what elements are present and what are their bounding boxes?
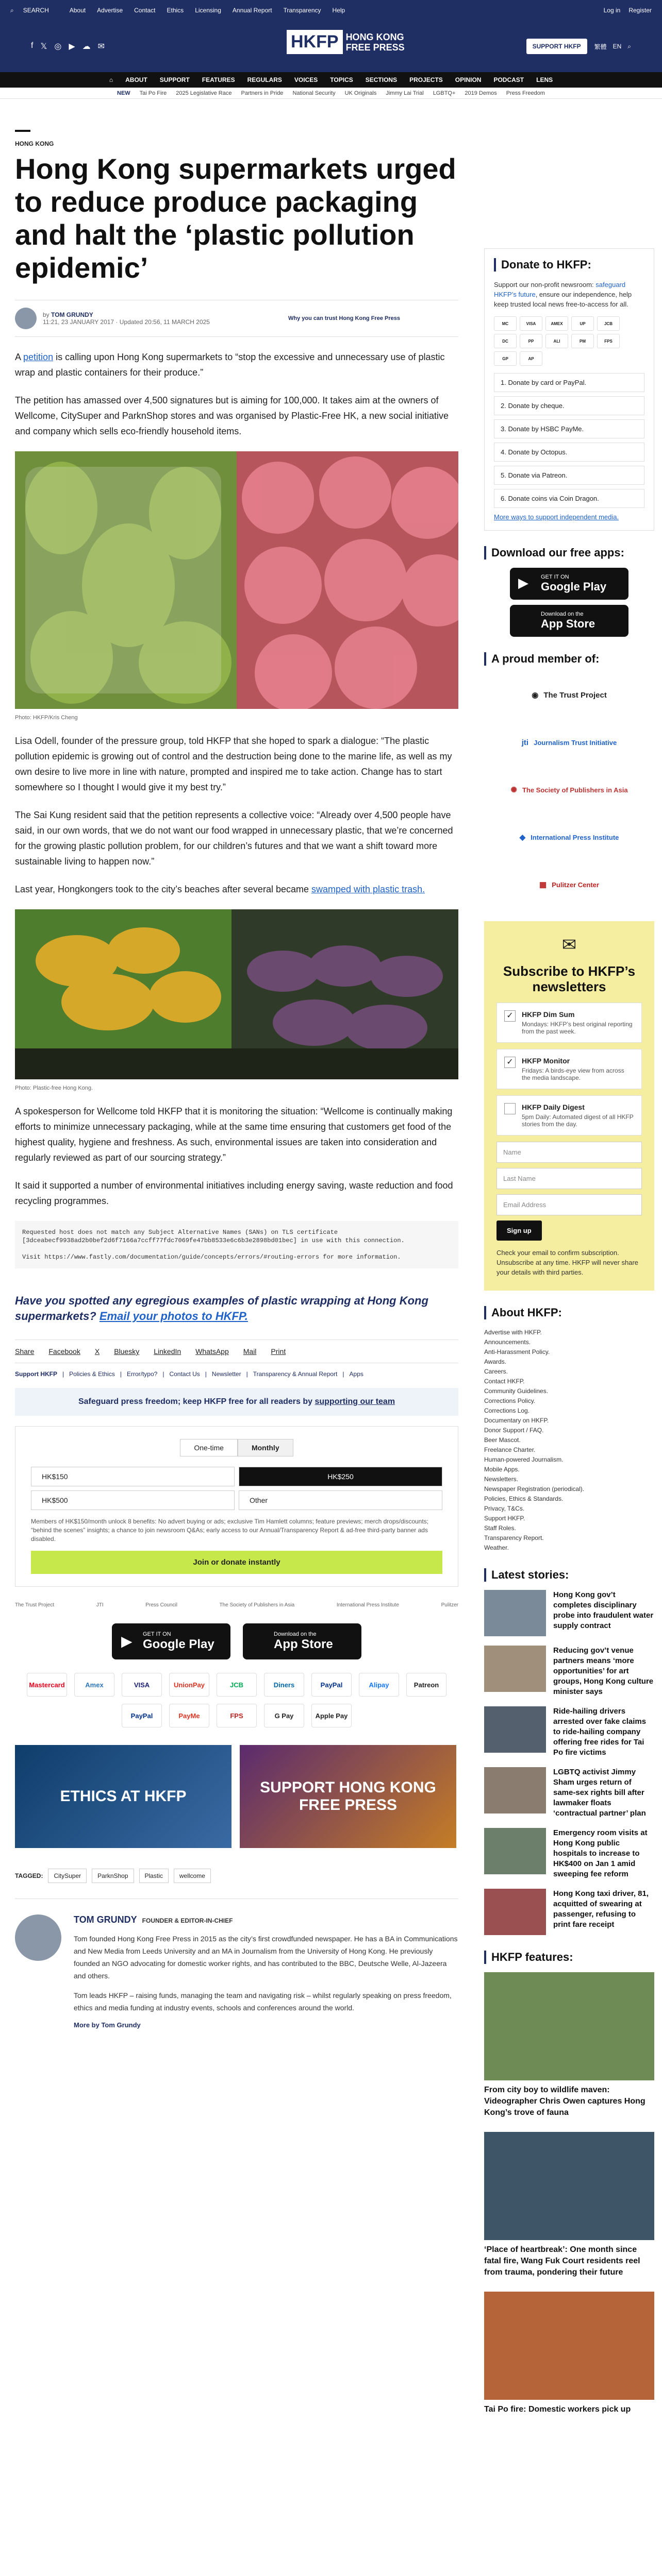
join-donate-button[interactable]: Join or donate instantly [31, 1551, 442, 1574]
support-banner[interactable]: SUPPORT HONG KONG FREE PRESS [240, 1745, 456, 1848]
membership-note: Members of HK$150/month unlock 8 benefits: No advert buying or ads; exclusive Tim Hamlett columns; feature previews; merch drops/discounts; “behind the scenes” insights; a chance to join newsroom Q&As; early access to our Annual/Transparency Report & ad-free third-party banner ads disabled. [31, 1518, 429, 1543]
site-logo[interactable] [287, 30, 405, 54]
about-link[interactable]: Weather. [484, 1544, 509, 1551]
payment-logo: FPS [217, 1704, 257, 1727]
petition-link[interactable]: petition [23, 352, 54, 362]
author-bio [15, 1899, 458, 2029]
safeguard-link[interactable]: safeguard HKFP’s future [494, 281, 626, 298]
trust-project-logo[interactable]: The Trust Project [15, 1602, 55, 1608]
donate-banner: Safeguard press freedom; keep HKFP free for all readers by supporting our team [15, 1388, 458, 1416]
byline: by TOM GRUNDY 11:21, 23 JANUARY 2017 · Updated 20:56, 11 MARCH 2025 Why you can trust Hong Kong Free Press [15, 300, 458, 337]
latest-stories [484, 1590, 654, 1935]
payment-logo: G Pay [264, 1704, 304, 1727]
topbar-link-about[interactable]: About [69, 7, 86, 14]
trending-item[interactable]: 2025 Legislative Race [176, 90, 232, 96]
policy-link[interactable]: Newsletter [211, 1370, 241, 1378]
story-thumbnail[interactable] [484, 1828, 546, 1874]
card-logo: AP [520, 351, 542, 366]
payment-logo: VISA [122, 1673, 162, 1697]
card-logo: FPS [597, 334, 620, 348]
youtube-icon[interactable]: ▶ [69, 42, 75, 51]
vegetables-photo [15, 909, 458, 1091]
payment-logo: Mastercard [27, 1673, 67, 1697]
card-logo: PM [571, 334, 594, 348]
paragraph: A spokesperson for Wellcome told HKFP that it is monitoring the situation: “Wellcome is continually making efforts to minimize unnecessary packaging, while at the same time ensuring that customers get food of the highest quality, hygiene and freshness. As such, environmental issues are taken into consideration and regularly reviewed as part of our sourcing strategy.” [15, 1106, 453, 1163]
share-print[interactable]: Print [271, 1347, 286, 1355]
paragraph: A petition is calling upon Hong Kong supermarkets to “stop the excessive and unnecessary use of plastic wrap and plastic containers for their produce.” [15, 352, 445, 378]
share-linkedin[interactable]: LinkedIn [154, 1347, 181, 1355]
about-link[interactable]: Transparency Report. [484, 1534, 544, 1541]
feature-story[interactable]: ‘Place of heartbreak’: One month since fatal fire, Wang Fuk Court residents reel from trauma, pondering their future [484, 2132, 654, 2278]
tag[interactable]: ParknShop [92, 1869, 134, 1883]
amount-options [31, 1467, 442, 1510]
topbar-link-contact[interactable]: Contact [134, 7, 156, 14]
newsletter-box [484, 921, 654, 1291]
member-logos-row [15, 1602, 458, 1608]
top-utility-bar [0, 0, 662, 21]
payment-logo: Patreon [406, 1673, 446, 1697]
plastic-wrapped-produce-image [15, 451, 458, 709]
nav-voices[interactable]: VOICES [294, 76, 318, 83]
login-link[interactable]: Log in [603, 7, 621, 14]
nav-about[interactable]: ABOUT [125, 76, 147, 83]
article [15, 130, 458, 2029]
policy-link[interactable]: Policies & Ethics [69, 1370, 115, 1378]
story-thumbnail[interactable] [484, 1889, 546, 1935]
more-by-author-link[interactable]: More by Tom Grundy [74, 2021, 141, 2029]
call-to-action: Have you spotted any egregious examples of plastic wrapping at Hong Kong supermarkets? Email your photos to HKFP. [15, 1294, 428, 1323]
lang-en-link[interactable]: EN [613, 43, 622, 50]
donation-widget [15, 1426, 458, 1587]
checkbox-checked[interactable]: ✓ [504, 1057, 516, 1068]
publish-date: 11:21, 23 JANUARY 2017 [43, 318, 114, 326]
trending-item[interactable]: Tai Po Fire [139, 90, 167, 96]
policy-link[interactable]: Support HKFP [15, 1370, 57, 1378]
newsletter-option[interactable]: HKFP Daily Digest 5pm Daily: Automated digest of all HKFP stories from the day. [496, 1095, 642, 1136]
embed-error-box: Requested host does not match any Subject Alternative Names (SANs) on TLS certificate [3dceabecf9938ad2b0bef2d6f7166a7ccff77fdc7069fe47bb8533e6c6b3e2898bd01bec] in use with this connection. Visit https://www.fastly.com/documentation/guide/concepts/errors/#routing-errors for more information. [15, 1221, 458, 1268]
support-team-link[interactable]: supporting our team [315, 1397, 395, 1406]
trending-item[interactable]: 2019 Demos [465, 90, 497, 96]
logo-line2: FREE PRESS [345, 42, 405, 53]
facebook-icon[interactable]: f [31, 41, 34, 50]
jti-icon: jti [521, 738, 529, 747]
nav-projects[interactable]: PROJECTS [409, 76, 443, 83]
feature-story[interactable]: From city boy to wildlife maven: Videographer Chris Owen captures Hong Kong’s trove of fauna [484, 1972, 654, 2119]
latest-story[interactable]: LGBTQ activist Jimmy Sham urges return of same-sex rights bill after lawmaker floats ‘contractual partner’ plan [484, 1767, 654, 1819]
about-link[interactable]: Human-powered Journalism. [484, 1456, 564, 1463]
trust-project-icon: ◉ [532, 691, 539, 700]
register-link[interactable]: Register [628, 7, 652, 14]
donate-widget [484, 248, 654, 531]
author-bio-role: FOUNDER & EDITOR-IN-CHIEF [142, 1917, 233, 1924]
tag[interactable]: Plastic [139, 1869, 169, 1883]
about-link[interactable]: Community Guidelines. [484, 1387, 549, 1395]
latest-story[interactable]: Hong Kong taxi driver, 81, acquitted of swearing at passenger, refusing to print fare receipt [484, 1889, 654, 1935]
wrapped-vegetables-image [15, 909, 458, 1079]
latest-story[interactable]: Emergency room visits at Hong Kong public hospitals to increase to HK$400 on Jan 1 amid sweeping fee reform [484, 1828, 654, 1879]
frequency-toggle [31, 1439, 442, 1456]
donate-option[interactable]: 5. Donate via Patreon. [494, 466, 644, 485]
policy-link[interactable]: Error/typo? [126, 1370, 158, 1378]
one-time-toggle[interactable]: One-time [180, 1439, 238, 1456]
amount-option[interactable]: HK$150 [31, 1467, 235, 1486]
logo-mark: HKFP [287, 30, 343, 54]
donate-option[interactable]: 6. Donate coins via Coin Dragon. [494, 489, 644, 508]
ethics-banner[interactable]: ETHICS AT HKFP [15, 1745, 231, 1848]
topbar-link-advertise[interactable]: Advertise [97, 7, 123, 14]
payment-logo: Amex [74, 1673, 114, 1697]
email-photos-link[interactable]: Email your photos to HKFP. [99, 1310, 248, 1323]
donate-options [494, 373, 644, 508]
trending-item[interactable]: UK Originals [344, 90, 377, 96]
donate-title: Donate to HKFP: [494, 258, 644, 272]
logo-line1: HONG KONG [345, 31, 404, 42]
author-bio-avatar[interactable] [15, 1914, 61, 1961]
donate-option[interactable]: 1. Donate by card or PayPal. [494, 373, 644, 392]
latest-title: Latest stories: [484, 1568, 654, 1582]
email-input[interactable]: Email Address [496, 1194, 642, 1215]
sign-up-button[interactable]: Sign up [496, 1221, 542, 1241]
support-hkfp-button[interactable]: SUPPORT HKFP [526, 39, 587, 54]
card-logo: GP [494, 351, 517, 366]
apps-title: Download our free apps: [484, 546, 654, 560]
about-link[interactable]: Mobile Apps. [484, 1466, 520, 1473]
payment-logo: Apple Pay [311, 1704, 352, 1727]
topbar-link-annual-report[interactable]: Annual Report [232, 7, 272, 14]
jti-logo[interactable]: JTI [96, 1602, 104, 1608]
about-link[interactable]: Contact HKFP. [484, 1378, 525, 1385]
updated-date: Updated 20:56, 11 MARCH 2025 [119, 318, 210, 326]
amount-option[interactable]: HK$500 [31, 1490, 235, 1510]
policy-link[interactable]: Apps [349, 1370, 363, 1378]
about-link[interactable]: Anti-Harassment Policy. [484, 1348, 550, 1355]
donate-text: Support our non-profit newsroom: safeguard HKFP’s future, ensure our independence, help keep trusted local news free-to-access for all. [494, 281, 632, 308]
about-link[interactable]: Freelance Charter. [484, 1446, 536, 1453]
share-whatsapp[interactable]: WhatsApp [195, 1347, 229, 1355]
features-title: HKFP features: [484, 1951, 654, 1964]
nav-podcast[interactable]: PODCAST [493, 76, 524, 83]
nav-opinion[interactable]: OPINION [455, 76, 482, 83]
main-nav [0, 72, 662, 88]
trending-item[interactable]: Jimmy Lai Trial [386, 90, 424, 96]
monthly-toggle[interactable]: Monthly [238, 1439, 293, 1456]
about-link[interactable]: Policies, Ethics & Standards. [484, 1495, 564, 1502]
about-link[interactable]: Awards. [484, 1358, 507, 1365]
lang-zh-link[interactable]: 繁體 [594, 43, 607, 50]
newsletter-title: Subscribe to HKFP’s newsletters [503, 963, 636, 994]
home-icon[interactable]: ⌂ [109, 76, 113, 83]
about-link[interactable]: Donor Support / FAQ. [484, 1427, 544, 1434]
payment-methods [15, 1673, 458, 1727]
about-link[interactable]: Advertise with HKFP. [484, 1329, 542, 1336]
trending-item[interactable]: LGBTQ+ [433, 90, 456, 96]
policy-link[interactable]: Contact Us [169, 1370, 200, 1378]
nav-sections[interactable]: SECTIONS [365, 76, 398, 83]
photo-caption: Photo: HKFP/Kris Cheng [15, 715, 78, 721]
app-store-badge[interactable]: Download on the App Store [243, 1623, 361, 1659]
story-thumbnail[interactable] [484, 1767, 546, 1814]
photo-caption: Photo: Plastic-free Hong Kong. [15, 1085, 93, 1091]
author-bio-text: Tom leads HKFP – raising funds, managing the team and navigating risk – whilst regularly speaking on press freedom, ethics and media funding at industry events, schools and conferences around the world. [74, 1991, 452, 2012]
sopa-logo[interactable]: The Society of Publishers in Asia [219, 1602, 295, 1608]
payment-logo: Alipay [359, 1673, 399, 1697]
article-section[interactable]: HONG KONG [15, 140, 54, 147]
about-link[interactable]: Newsletters. [484, 1476, 519, 1483]
paragraph: The Sai Kung resident said that the petition represents a collective voice: “Already over 4,500 people have said, in our own words, that we do not want our food wrapped in unnecessary plastic, that we’re concerned for the growing plastic pollution problem, for our children’s futures and that we want a shift toward more sustainable living to happen now.” [15, 810, 453, 867]
about-link[interactable]: Corrections Log. [484, 1407, 530, 1414]
card-logo: VISA [520, 316, 542, 331]
google-play-icon: ▶ [121, 1633, 133, 1649]
newsletter-option[interactable]: ✓ HKFP Monitor Fridays: A birds-eye view from across the media landscape. [496, 1049, 642, 1089]
payment-logo: PayMe [169, 1704, 209, 1727]
site-header [0, 21, 662, 72]
newsletter-option[interactable]: ✓ HKFP Dim Sum Mondays: HKFP’s best original reporting from the past week. [496, 1003, 642, 1043]
donate-option[interactable]: 3. Donate by HSBC PayMe. [494, 419, 644, 438]
paragraph: The petition has amassed over 4,500 signatures but is aiming for 100,000. It takes aim at the owners of Wellcome, CitySuper and ParknShop stores and was organised by Plastic-Free HK, a new social initiative and company which sells eco-friendly household items. [15, 395, 449, 436]
about-link[interactable]: Staff Roles. [484, 1524, 516, 1532]
about-link[interactable]: Beer Mascot. [484, 1436, 521, 1444]
tag[interactable]: wellcome [174, 1869, 211, 1883]
share-label[interactable]: Share [15, 1347, 35, 1355]
feature-image[interactable] [484, 1972, 654, 2080]
payment-logo: UnionPay [169, 1673, 209, 1697]
pulitzer-logo[interactable]: Pulitzer [441, 1602, 458, 1608]
beach-trash-link[interactable]: swamped with plastic trash. [311, 884, 425, 894]
share-mail[interactable]: Mail [243, 1347, 257, 1355]
about-link[interactable]: Support HKFP. [484, 1515, 525, 1522]
latest-story[interactable]: Ride-hailing drivers arrested over fake claims to ride-hailing company offering free rides for Tai Po fire victims [484, 1706, 654, 1758]
last-name-input[interactable]: Last Name [496, 1168, 642, 1189]
member-title: A proud member of: [484, 652, 654, 666]
author-avatar[interactable] [15, 308, 37, 329]
nav-lens[interactable]: LENS [536, 76, 553, 83]
nav-features[interactable]: FEATURES [202, 76, 235, 83]
payment-logo: Diners [264, 1673, 304, 1697]
nav-topics[interactable]: TOPICS [330, 76, 353, 83]
google-play-icon: ▶ [518, 575, 528, 590]
sidebar [484, 248, 654, 2429]
topbar-link-licensing[interactable]: Licensing [195, 7, 221, 14]
pulitzer-icon: ▦ [539, 880, 547, 889]
sopa-icon: ✺ [510, 786, 517, 794]
checkbox-checked[interactable]: ✓ [504, 1010, 516, 1022]
topbar-link-transparency[interactable]: Transparency [283, 7, 321, 14]
amount-option-selected[interactable]: HK$250 [239, 1467, 442, 1486]
payment-logo: PayPal [311, 1673, 352, 1697]
paragraph: Last year, Hongkongers took to the city’s beaches after several became swamped with plastic trash. [15, 884, 425, 894]
social-icons [31, 41, 105, 52]
press-council-logo[interactable]: Press Council [145, 1602, 177, 1608]
paragraph: Lisa Odell, founder of the pressure group, told HKFP that she hoped to spark a dialogue: “The plastic pollution epidemic is growing out of control and the destruction being done to the marine life, as well as my own desire to live more in line with nature, prompted and inspired me to take action. Change has to start somewhere so I thought I would give it my best try.” [15, 736, 452, 792]
google-play-badge[interactable]: ▶ GET IT ON Google Play [510, 568, 628, 600]
member-trust-project[interactable]: ◉ The Trust Project [532, 690, 607, 700]
author-bio-name[interactable]: TOM GRUNDY [74, 1914, 137, 1925]
about-link[interactable]: Corrections Policy. [484, 1397, 536, 1404]
card-logo: UP [571, 316, 594, 331]
bluesky-icon[interactable]: ☁ [82, 42, 91, 51]
trust-link[interactable]: Why you can trust Hong Kong Free Press [288, 315, 400, 321]
trending-item[interactable]: Partners in Pride [241, 90, 284, 96]
about-link[interactable]: Documentary on HKFP. [484, 1417, 549, 1424]
topbar-link-ethics[interactable]: Ethics [167, 7, 184, 14]
latest-story[interactable]: Hong Kong gov’t completes disciplinary probe into fraudulent water supply contract [484, 1590, 654, 1636]
feature-image[interactable] [484, 2132, 654, 2240]
produce-photo [15, 451, 458, 721]
search-link[interactable]: SEARCH [23, 7, 49, 14]
member-jti[interactable]: jti Journalism Trust Initiative [521, 738, 617, 747]
about-link[interactable]: Privacy, T&Cs. [484, 1505, 525, 1512]
kicker-rule [15, 130, 30, 132]
trending-item[interactable]: Press Freedom [506, 90, 545, 96]
story-thumbnail[interactable] [484, 1706, 546, 1753]
tags-label: TAGGED: [15, 1872, 43, 1879]
tags-row [15, 1869, 458, 1883]
about-title: About HKFP: [484, 1306, 654, 1319]
new-label: NEW [117, 90, 130, 96]
tag[interactable]: CitySuper [48, 1869, 87, 1883]
about-link[interactable]: Careers. [484, 1368, 508, 1375]
policy-link[interactable]: Transparency & Annual Report [253, 1370, 338, 1378]
story-thumbnail[interactable] [484, 1646, 546, 1692]
checkbox[interactable] [504, 1103, 516, 1114]
story-thumbnail[interactable] [484, 1590, 546, 1636]
share-facebook[interactable]: Facebook [48, 1347, 80, 1355]
about-link[interactable]: Announcements. [484, 1338, 531, 1346]
about-links [484, 1328, 654, 1553]
search-icon[interactable]: ⌕ [10, 6, 14, 14]
search-icon[interactable]: ⌕ [627, 42, 631, 50]
latest-story[interactable]: Reducing gov’t venue partners means ‘more opportunities’ for art groups, Hong Kong culture minister says [484, 1646, 654, 1697]
payment-logo: JCB [217, 1673, 257, 1697]
trending-item[interactable]: National Security [292, 90, 336, 96]
ipi-icon: ◆ [519, 833, 526, 842]
email-icon[interactable]: ✉ [97, 42, 105, 51]
paragraph: It said it supported a number of environmental initiatives including energy saving, waste reduction and food recycling programmes. [15, 1180, 453, 1206]
share-bar [15, 1340, 458, 1363]
about-link[interactable]: Newspaper Registration (periodical). [484, 1485, 585, 1493]
feature-image[interactable] [484, 2292, 654, 2400]
more-ways-link[interactable]: More ways to support independent media. [494, 513, 619, 521]
newsletter-note: Check your email to confirm subscription. Unsubscribe at any time. HKFP will never share your details with third parties. [496, 1249, 639, 1276]
share-x[interactable]: X [94, 1347, 100, 1355]
donate-option[interactable]: 4. Donate by Octopus. [494, 443, 644, 462]
author-bio-text: Tom founded Hong Kong Free Press in 2015 as the city’s first crowdfunded newspaper. He has a BA in Communications and New Media from Leeds University and an MA in Journalism from the University of Hong Kong. He previously founded an NGO advocating for domestic worker rights, and has contributed to the BBC, Deutsche Welle, Al-Jazeera and others. [74, 1935, 458, 1980]
card-logo: PP [520, 334, 542, 348]
donate-option[interactable]: 2. Donate by cheque. [494, 396, 644, 415]
topbar-link-help[interactable]: Help [332, 7, 345, 14]
ipi-logo[interactable]: International Press Institute [336, 1602, 399, 1608]
envelope-icon: ✉ [561, 935, 577, 955]
member-sopa[interactable]: ✺ The Society of Publishers in Asia [510, 786, 628, 794]
payment-logo: PayPal [122, 1704, 162, 1727]
card-logo: JCB [597, 316, 620, 331]
app-store-badge[interactable]: Download on the App Store [510, 605, 628, 637]
policy-links: Support HKFP | Policies & Ethics | Error/typo? | Contact Us | Newsletter | Transparency & Annual Report | Apps [15, 1370, 363, 1378]
card-logos [494, 316, 644, 366]
name-input[interactable]: Name [496, 1142, 642, 1163]
card-logo: AMEX [545, 316, 568, 331]
nav-support[interactable]: SUPPORT [159, 76, 190, 83]
trending-nav [0, 88, 662, 99]
amount-option-other[interactable]: Other [239, 1490, 442, 1510]
card-logo: ALI [545, 334, 568, 348]
x-icon[interactable]: 𝕏 [40, 42, 47, 51]
share-bluesky[interactable]: Bluesky [114, 1347, 140, 1355]
nav-regulars[interactable]: REGULARS [247, 76, 282, 83]
promo-banners [15, 1745, 458, 1848]
feature-story[interactable]: Tai Po fire: Domestic workers pick up [484, 2292, 654, 2415]
instagram-icon[interactable]: ◎ [54, 42, 62, 51]
article-title: Hong Kong supermarkets urged to reduce produce packaging and halt the ‘plastic pollution epidemic’ [15, 152, 456, 284]
card-logo: MC [494, 316, 517, 331]
app-store-badges [15, 1623, 458, 1659]
author-name[interactable]: TOM GRUNDY [51, 311, 93, 318]
google-play-badge[interactable]: ▶ GET IT ON Google Play [112, 1623, 230, 1659]
card-logo: DC [494, 334, 517, 348]
member-ipi[interactable]: ◆ International Press Institute [519, 833, 619, 842]
member-pulitzer[interactable]: ▦ Pulitzer Center [539, 880, 599, 889]
